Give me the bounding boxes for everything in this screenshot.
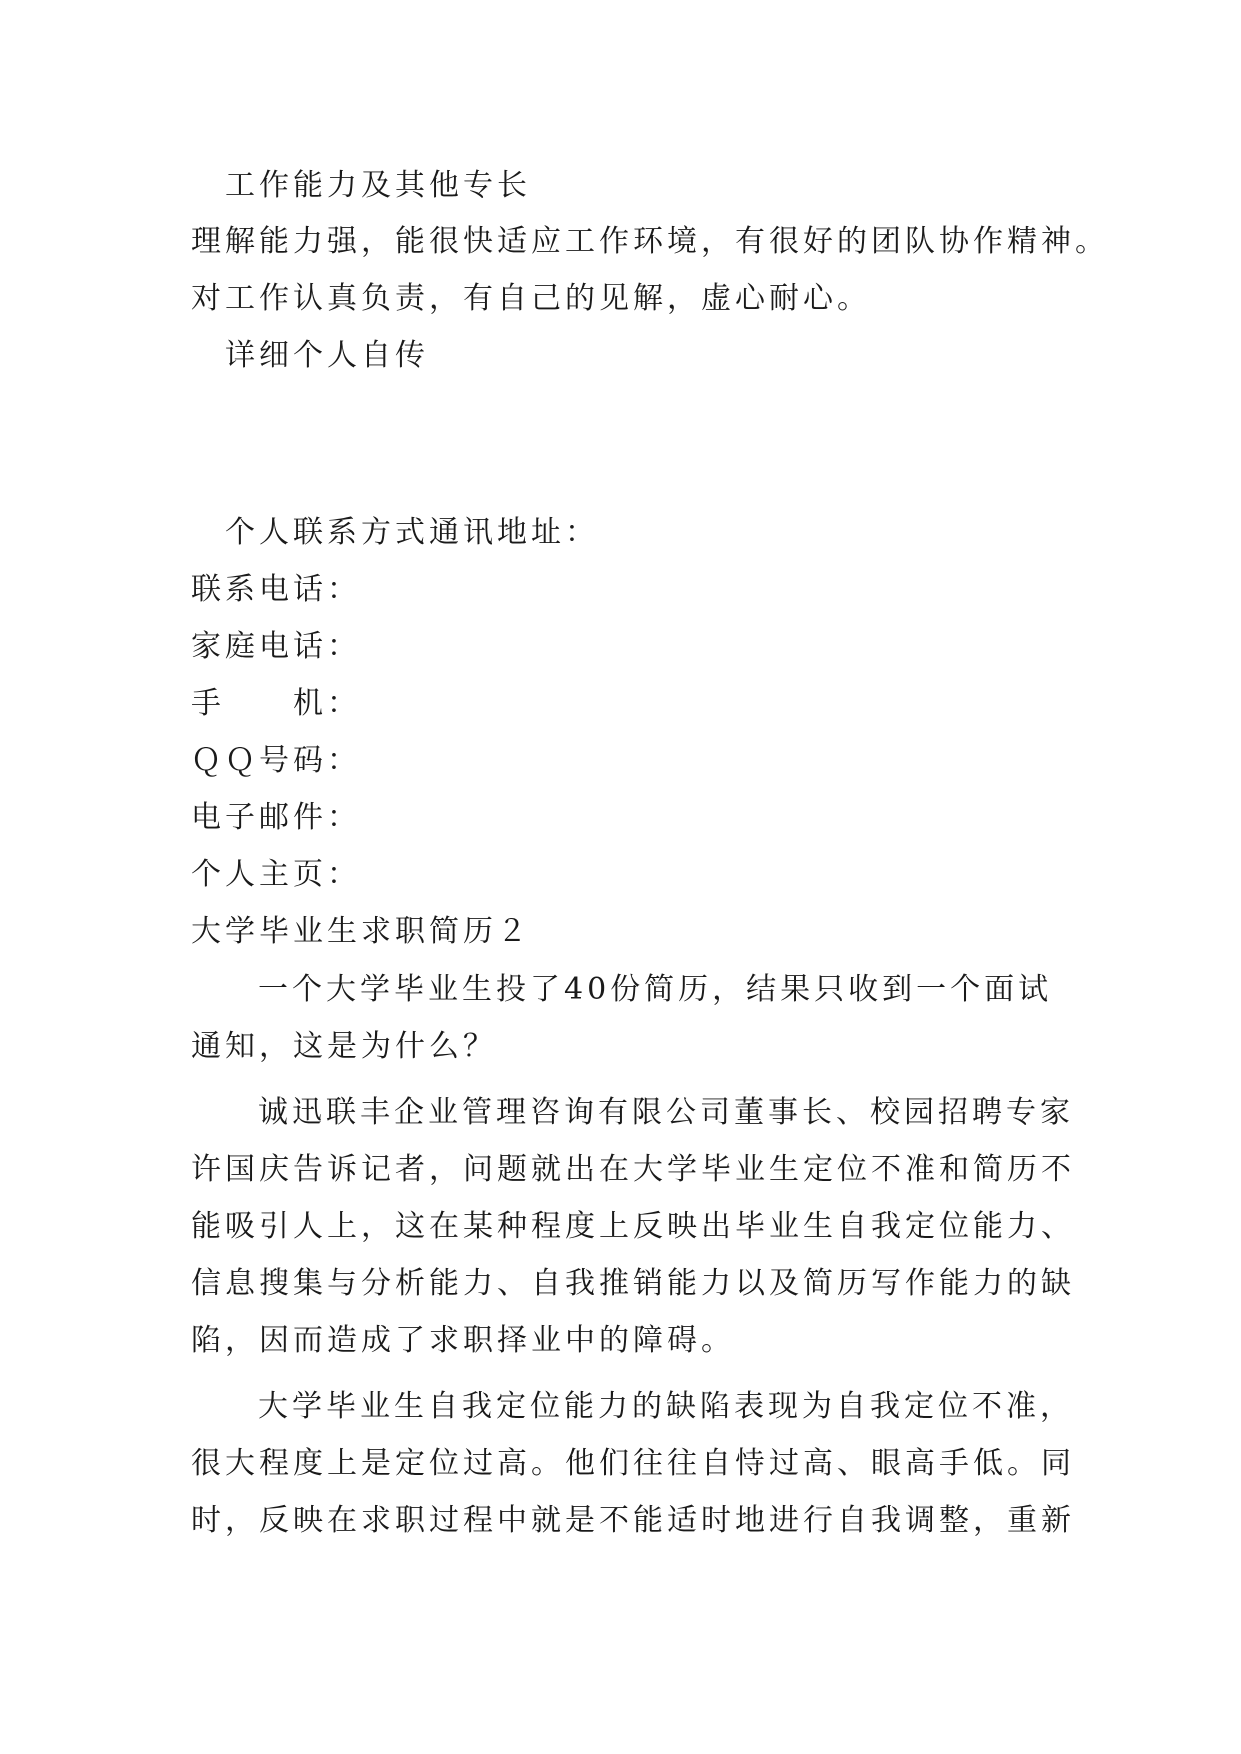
- contact-heading: 个人联系方式通讯地址：: [225, 515, 599, 550]
- article-p3-line-2: 很大程度上是定位过高。他们往往自恃过高、眼高手低。同: [191, 1446, 1075, 1481]
- article-p1-line-2: 通知，这是为什么？: [191, 1029, 497, 1064]
- skills-line-2: 对工作认真负责，有自己的见解，虚心耐心。: [191, 281, 871, 316]
- article-p2-line-5: 陷，因而造成了求职择业中的障碍。: [191, 1323, 735, 1358]
- contact-field-email: 电子邮件：: [191, 800, 361, 835]
- contact-field-phone: 联系电话：: [191, 572, 361, 607]
- article-p2-line-4: 信息搜集与分析能力、自我推销能力以及简历写作能力的缺: [191, 1266, 1075, 1301]
- contact-field-mobile: 手 机：: [191, 686, 361, 721]
- article-p3-line-3: 时，反映在求职过程中就是不能适时地进行自我调整，重新: [191, 1503, 1075, 1538]
- contact-field-home-phone: 家庭电话：: [191, 629, 361, 664]
- article-p2-line-2: 许国庆告诉记者，问题就出在大学毕业生定位不准和简历不: [191, 1152, 1075, 1187]
- article-p1-line-1: 一个大学毕业生投了40份简历，结果只收到一个面试: [258, 972, 1053, 1007]
- skills-heading: 工作能力及其他专长: [225, 168, 531, 203]
- article-title: 大学毕业生求职简历２: [191, 914, 531, 949]
- contact-field-homepage: 个人主页：: [191, 857, 361, 892]
- article-p2-line-1: 诚迅联丰企业管理咨询有限公司董事长、校园招聘专家: [258, 1095, 1074, 1130]
- skills-line-1: 理解能力强，能很快适应工作环境，有很好的团队协作精神。: [191, 224, 1109, 259]
- bio-heading: 详细个人自传: [225, 338, 429, 373]
- article-p3-line-1: 大学毕业生自我定位能力的缺陷表现为自我定位不准，: [258, 1389, 1074, 1424]
- article-p2-line-3: 能吸引人上，这在某种程度上反映出毕业生自我定位能力、: [191, 1209, 1075, 1244]
- contact-field-qq: ＱＱ号码：: [191, 743, 361, 778]
